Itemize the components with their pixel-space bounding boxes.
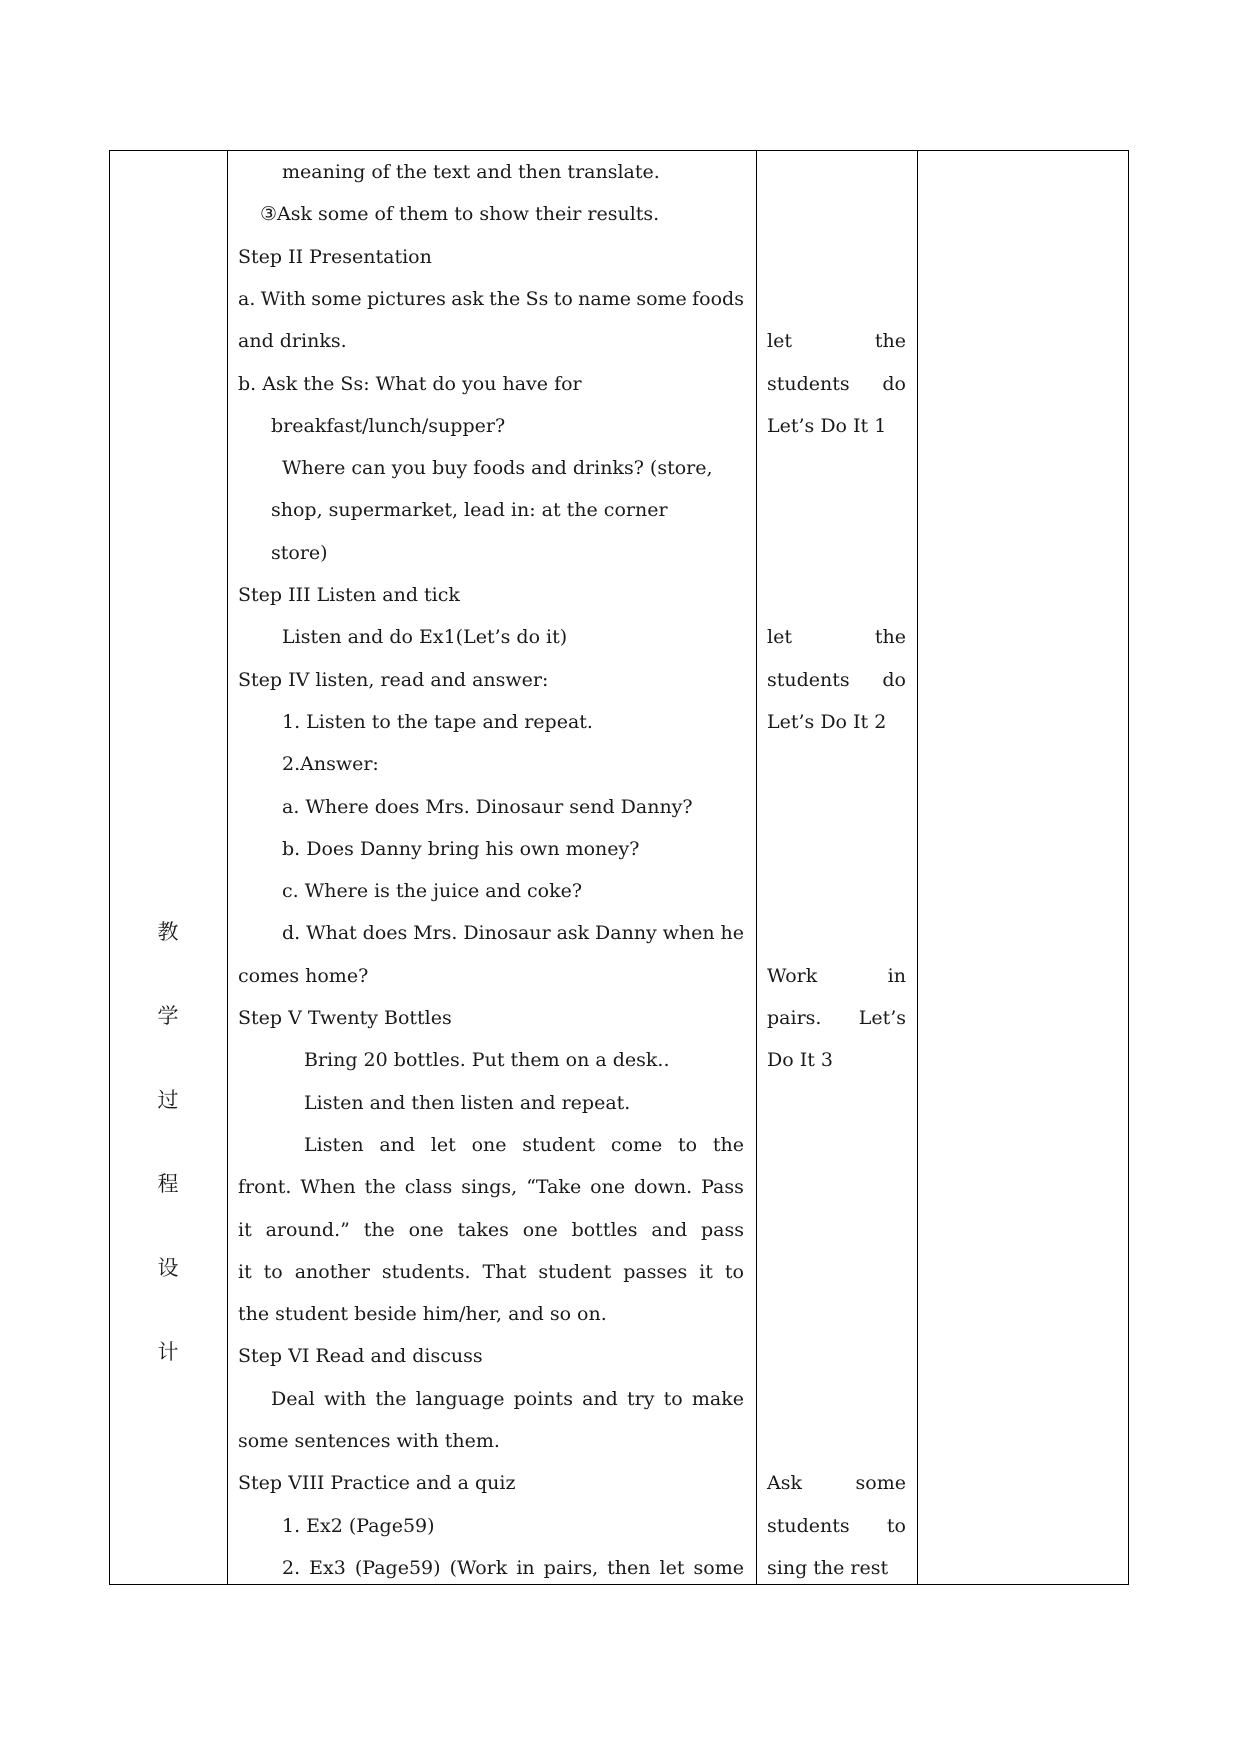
- word: Dinosaur: [463, 922, 551, 945]
- word: the: [375, 1387, 407, 1410]
- note-word: pairs.: [767, 1007, 822, 1029]
- word: try: [627, 1387, 655, 1410]
- word: What: [306, 922, 357, 945]
- process-line: the student beside him/her, and so on.: [238, 1303, 607, 1326]
- word: come: [610, 1133, 663, 1156]
- note-line: [767, 329, 906, 353]
- note-line: [767, 964, 906, 988]
- word: down.: [634, 1176, 693, 1199]
- word: to: [678, 1133, 698, 1156]
- word: Listen: [304, 1133, 364, 1156]
- process-line: some sentences with them.: [238, 1430, 500, 1452]
- note-line: [767, 1514, 906, 1538]
- word: and: [582, 1387, 618, 1410]
- note-line: [767, 372, 906, 396]
- word: Danny: [595, 922, 657, 945]
- word: does: [362, 922, 408, 945]
- word: d.: [282, 922, 301, 945]
- word: around.”: [265, 1218, 350, 1241]
- word: it: [238, 1218, 252, 1241]
- note-line: Let’s Do It 2: [767, 710, 887, 733]
- word: to: [724, 1260, 744, 1283]
- process-line: b. Does Danny bring his own money?: [282, 837, 640, 860]
- process-line: [304, 1133, 744, 1157]
- word: students.: [381, 1260, 471, 1283]
- word: ask: [451, 287, 484, 310]
- word: some: [693, 1556, 744, 1579]
- process-line: Where can you buy foods and drinks? (store,: [282, 457, 713, 480]
- word: (Work: [449, 1556, 508, 1579]
- word: pass: [700, 1218, 744, 1241]
- word: one: [408, 1218, 444, 1241]
- word: it: [699, 1260, 713, 1283]
- note-line: [767, 625, 906, 649]
- word: the: [712, 1133, 744, 1156]
- process-line: store): [271, 541, 328, 564]
- word: when: [662, 922, 715, 945]
- note-word: Let’s: [858, 1007, 906, 1029]
- word: one: [522, 1218, 558, 1241]
- process-line: Listen and do Ex1(Let’s do it): [282, 626, 568, 649]
- word: let: [430, 1133, 456, 1156]
- word: it: [238, 1260, 252, 1283]
- word: student: [538, 1260, 612, 1283]
- section-label-char: 计: [157, 1340, 179, 1364]
- word: to: [663, 1387, 683, 1410]
- process-line: [238, 1218, 744, 1242]
- note-word: in: [887, 964, 906, 987]
- word: one: [471, 1133, 507, 1156]
- process-line: [238, 1260, 744, 1284]
- word: pairs,: [543, 1556, 599, 1579]
- word: Deal: [271, 1387, 315, 1410]
- word: one: [590, 1176, 626, 1199]
- note-word: some: [855, 1472, 906, 1495]
- word: pictures: [367, 287, 446, 310]
- column-divider: [917, 150, 918, 1585]
- lesson-table: [109, 150, 1129, 1585]
- process-line: 2.Answer:: [282, 753, 379, 776]
- process-line: Step II Presentation: [238, 245, 432, 268]
- word: (Page59): [354, 1556, 441, 1579]
- process-line: 1. Ex2 (Page59): [282, 1514, 435, 1537]
- process-line: Listen and then listen and repeat.: [304, 1091, 631, 1114]
- word: ask: [556, 922, 590, 945]
- column-divider: [227, 150, 228, 1585]
- word: with: [324, 1387, 367, 1410]
- process-line: c. Where is the juice and coke?: [282, 880, 583, 903]
- word: Ss: [525, 287, 549, 310]
- word: to: [553, 287, 573, 310]
- note-word: the: [874, 330, 906, 353]
- word: takes: [457, 1218, 509, 1241]
- note-word: students: [767, 372, 850, 395]
- word: some: [311, 287, 362, 310]
- word: another: [294, 1260, 370, 1283]
- process-line: and drinks.: [238, 330, 347, 353]
- word: Pass: [701, 1176, 744, 1199]
- process-line: [271, 1387, 744, 1411]
- process-line: Step VIII Practice and a quiz: [238, 1472, 516, 1495]
- process-line: Step V Twenty Bottles: [238, 1007, 452, 1029]
- word: and: [651, 1218, 688, 1241]
- process-line: ③Ask some of them to show their results.: [260, 203, 660, 226]
- word: 2.: [282, 1556, 301, 1579]
- word: front.: [238, 1176, 292, 1199]
- process-line: comes home?: [238, 964, 369, 987]
- process-line: 1. Listen to the tape and repeat.: [282, 710, 593, 733]
- word: make: [691, 1387, 744, 1410]
- note-line: [767, 668, 906, 692]
- word: foods: [692, 287, 744, 310]
- word: the: [363, 1218, 395, 1241]
- note-word: to: [886, 1514, 906, 1537]
- process-line: Step IV listen, read and answer:: [238, 668, 549, 691]
- process-line: shop, supermarket, lead in: at the corner: [271, 499, 668, 522]
- process-line: Step III Listen and tick: [238, 584, 460, 606]
- section-label-char: 设: [157, 1256, 179, 1280]
- word: That: [482, 1260, 527, 1283]
- note-word: do: [882, 372, 906, 395]
- note-line: [767, 1006, 906, 1030]
- note-line: Do It 3: [767, 1049, 833, 1072]
- process-line: a. Where does Mrs. Dinosaur send Danny?: [282, 795, 693, 818]
- section-label-char: 教: [157, 920, 179, 944]
- word: to: [263, 1260, 283, 1283]
- word: name: [578, 287, 631, 310]
- word: points: [513, 1387, 573, 1410]
- note-line: Let’s Do It 1: [767, 414, 887, 437]
- word: some: [636, 287, 687, 310]
- word: and: [379, 1133, 416, 1156]
- process-line: Step VI Read and discuss: [238, 1345, 483, 1368]
- process-line: [282, 921, 744, 945]
- word: class: [404, 1176, 453, 1199]
- note-word: Ask: [767, 1472, 802, 1495]
- word: When: [300, 1176, 356, 1199]
- word: Ex3: [309, 1556, 346, 1579]
- process-line: breakfast/lunch/supper?: [271, 414, 506, 437]
- word: bottles: [571, 1218, 638, 1241]
- word: a.: [238, 287, 256, 310]
- word: then: [607, 1556, 651, 1579]
- word: in: [516, 1556, 535, 1579]
- note-word: Work: [767, 964, 818, 987]
- process-line: [238, 1175, 744, 1199]
- process-line: meaning of the text and then translate.: [282, 161, 660, 183]
- note-line: [767, 1471, 906, 1495]
- word: he: [720, 922, 744, 945]
- word: student: [522, 1133, 596, 1156]
- word: Mrs.: [413, 922, 458, 945]
- note-word: let: [767, 330, 792, 353]
- process-line: Bring 20 bottles. Put them on a desk..: [304, 1049, 670, 1072]
- note-line: sing the rest: [767, 1556, 889, 1579]
- word: language: [415, 1387, 505, 1410]
- note-word: the: [874, 626, 906, 649]
- note-word: do: [882, 668, 906, 691]
- word: passes: [623, 1260, 688, 1283]
- section-label-char: 程: [157, 1172, 179, 1196]
- process-line: [282, 1556, 744, 1580]
- word: the: [489, 287, 521, 310]
- note-word: students: [767, 1514, 850, 1537]
- word: “Take: [526, 1176, 582, 1199]
- section-label-char: 学: [157, 1004, 179, 1028]
- process-line: b. Ask the Ss: What do you have for: [238, 372, 582, 395]
- note-word: students: [767, 668, 850, 691]
- section-label-char: 过: [157, 1088, 179, 1112]
- word: sings,: [461, 1176, 518, 1199]
- note-word: let: [767, 626, 792, 649]
- word: let: [659, 1556, 685, 1579]
- word: With: [260, 287, 306, 310]
- word: the: [364, 1176, 396, 1199]
- column-divider: [756, 150, 757, 1585]
- process-line: [238, 287, 744, 311]
